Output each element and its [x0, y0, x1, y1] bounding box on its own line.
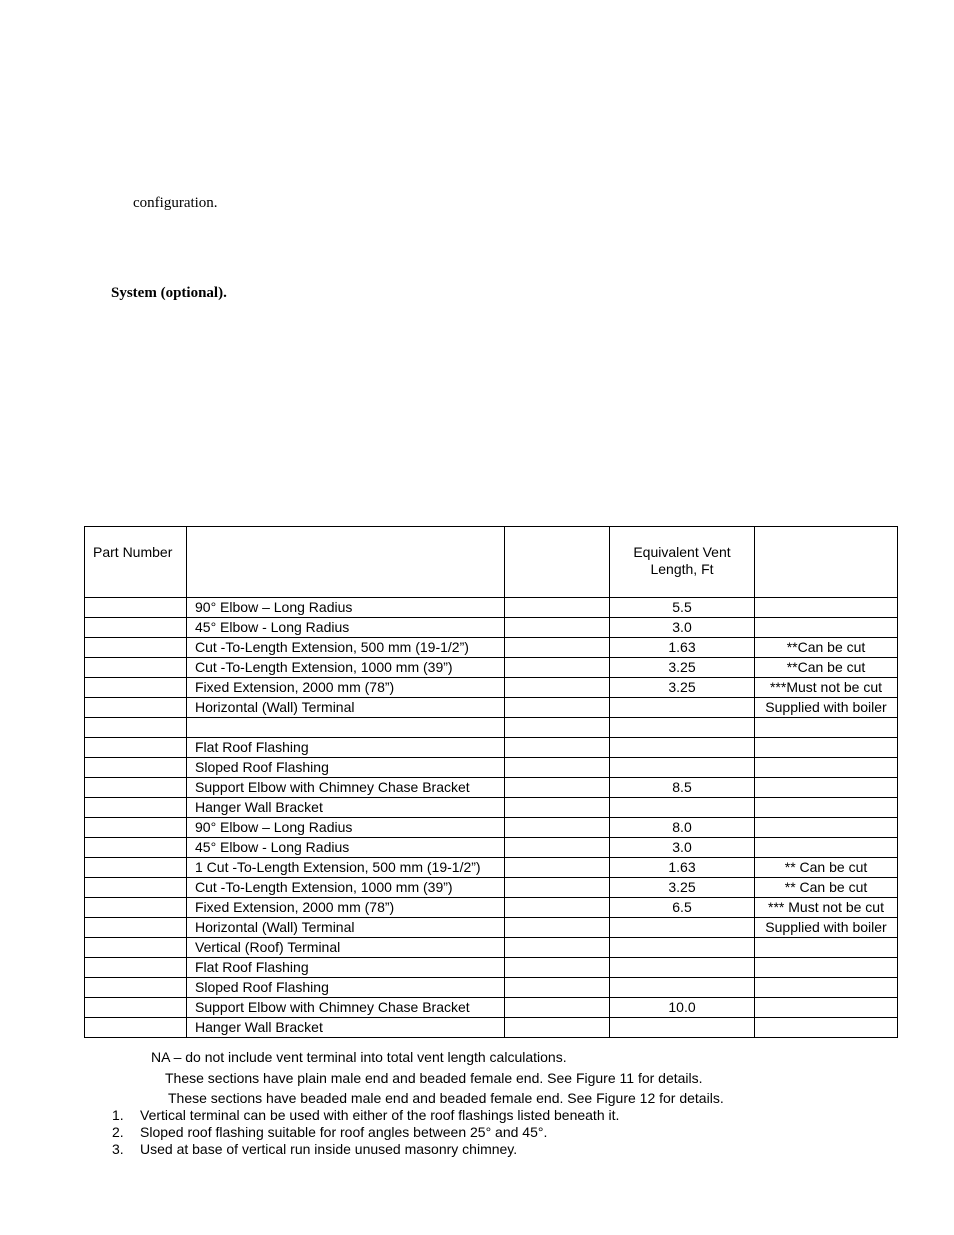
description-cell: Cut -To-Length Extension, 1000 mm (39”): [187, 878, 505, 898]
table-row: [85, 838, 898, 858]
note-cell: [755, 838, 898, 858]
vent-length-cell: [610, 918, 755, 938]
note-cell: [755, 598, 898, 618]
table-row: [85, 658, 898, 678]
description-cell: Hanger Wall Bracket: [187, 1018, 505, 1038]
part-number-cell: [85, 838, 187, 858]
blank-cell: [505, 918, 610, 938]
vent-length-cell: 3.0: [610, 838, 755, 858]
blank-header: [505, 527, 610, 598]
note-beaded-ends: These sections have beaded male end and beaded female end. See Figure 12 for details.: [168, 1090, 724, 1106]
note-cell: [755, 938, 898, 958]
note-cell: [755, 718, 898, 738]
part-number-cell: [85, 878, 187, 898]
description-cell: Fixed Extension, 2000 mm (78”): [187, 898, 505, 918]
vent-length-cell: [610, 738, 755, 758]
table-row: [85, 918, 898, 938]
table-row: [85, 798, 898, 818]
numbered-note: [112, 1141, 517, 1157]
vent-length-cell: 3.25: [610, 678, 755, 698]
blank-cell: [505, 778, 610, 798]
note-text: Sloped roof flashing suitable for roof angles between 25° and 45°.: [140, 1124, 548, 1140]
description-cell: Horizontal (Wall) Terminal: [187, 918, 505, 938]
vent-length-cell: [610, 698, 755, 718]
note-cell: ***Must not be cut: [755, 678, 898, 698]
part-number-cell: [85, 778, 187, 798]
part-number-cell: [85, 978, 187, 998]
part-number-cell: [85, 958, 187, 978]
part-number-cell: [85, 918, 187, 938]
table-row: [85, 758, 898, 778]
blank-cell: [505, 998, 610, 1018]
blank-cell: [505, 598, 610, 618]
blank-cell: [505, 618, 610, 638]
part-number-cell: [85, 858, 187, 878]
table-row: [85, 1018, 898, 1038]
description-cell: 45° Elbow - Long Radius: [187, 838, 505, 858]
blank-cell: [505, 878, 610, 898]
note-number: 3.: [112, 1141, 124, 1157]
vent-length-cell: 5.5: [610, 598, 755, 618]
note-plain-ends: These sections have plain male end and beaded female end. See Figure 11 for details.: [165, 1070, 703, 1086]
vent-length-cell: 6.5: [610, 898, 755, 918]
table-row: [85, 978, 898, 998]
part-number-cell: [85, 698, 187, 718]
description-cell: 1 Cut -To-Length Extension, 500 mm (19-1/2”): [187, 858, 505, 878]
note-cell: Supplied with boiler: [755, 918, 898, 938]
blank-cell: [505, 938, 610, 958]
blank-cell: [505, 898, 610, 918]
description-cell: Horizontal (Wall) Terminal: [187, 698, 505, 718]
blank-cell: [505, 638, 610, 658]
blank-cell: [505, 958, 610, 978]
part-number-cell: [85, 678, 187, 698]
blank-cell: [505, 678, 610, 698]
note-cell: [755, 778, 898, 798]
blank-cell: [505, 858, 610, 878]
table-row: [85, 998, 898, 1018]
part-number-cell: [85, 938, 187, 958]
note-number: 2.: [112, 1124, 124, 1140]
part-number-cell: [85, 798, 187, 818]
table-row: [85, 698, 898, 718]
table-row: [85, 598, 898, 618]
note-cell: **Can be cut: [755, 658, 898, 678]
description-cell: 45° Elbow - Long Radius: [187, 618, 505, 638]
note-cell: [755, 758, 898, 778]
numbered-note: [112, 1124, 547, 1140]
description-cell: 90° Elbow – Long Radius: [187, 818, 505, 838]
description-cell: Hanger Wall Bracket: [187, 798, 505, 818]
table-row: [85, 818, 898, 838]
table-header-row: [85, 527, 898, 598]
part-number-cell: [85, 638, 187, 658]
vent-length-cell: [610, 1018, 755, 1038]
note-na: NA – do not include vent terminal into total vent length calculations.: [151, 1049, 567, 1065]
part-number-cell: [85, 1018, 187, 1038]
part-number-cell: [85, 898, 187, 918]
table-row: [85, 938, 898, 958]
notes-header: [755, 527, 898, 598]
blank-cell: [505, 718, 610, 738]
table-row: [85, 718, 898, 738]
note-cell: ** Can be cut: [755, 858, 898, 878]
equivalent-vent-length-header: Equivalent Vent Length, Ft: [610, 527, 755, 598]
note-cell: [755, 798, 898, 818]
part-number-cell: [85, 758, 187, 778]
description-cell: Support Elbow with Chimney Chase Bracket: [187, 778, 505, 798]
description-cell: Fixed Extension, 2000 mm (78”): [187, 678, 505, 698]
blank-cell: [505, 658, 610, 678]
blank-cell: [505, 838, 610, 858]
note-cell: [755, 978, 898, 998]
vent-length-cell: [610, 798, 755, 818]
vent-length-cell: 3.25: [610, 878, 755, 898]
note-text: Used at base of vertical run inside unused masonry chimney.: [140, 1141, 518, 1157]
table-row: [85, 858, 898, 878]
table-row: [85, 638, 898, 658]
description-cell: Cut -To-Length Extension, 1000 mm (39”): [187, 658, 505, 678]
table-row: [85, 738, 898, 758]
part-number-cell: [85, 818, 187, 838]
vent-length-cell: [610, 938, 755, 958]
description-cell: Flat Roof Flashing: [187, 958, 505, 978]
description-cell: Vertical (Roof) Terminal: [187, 938, 505, 958]
table-row: [85, 958, 898, 978]
vent-length-cell: 8.0: [610, 818, 755, 838]
blank-cell: [505, 1018, 610, 1038]
note-cell: [755, 738, 898, 758]
blank-cell: [505, 698, 610, 718]
description-cell: 90° Elbow – Long Radius: [187, 598, 505, 618]
description-header: [187, 527, 505, 598]
note-cell: ** Can be cut: [755, 878, 898, 898]
part-number-cell: [85, 618, 187, 638]
vent-length-cell: 3.25: [610, 658, 755, 678]
description-cell: Sloped Roof Flashing: [187, 978, 505, 998]
blank-cell: [505, 798, 610, 818]
table-row: [85, 898, 898, 918]
description-cell: Cut -To-Length Extension, 500 mm (19-1/2”): [187, 638, 505, 658]
table-row: [85, 618, 898, 638]
vent-length-cell: 8.5: [610, 778, 755, 798]
numbered-note: [112, 1107, 619, 1123]
vent-parts-table: [84, 526, 898, 1038]
note-cell: **Can be cut: [755, 638, 898, 658]
part-number-cell: [85, 598, 187, 618]
part-number-cell: [85, 738, 187, 758]
part-number-cell: [85, 998, 187, 1018]
vent-length-cell: 3.0: [610, 618, 755, 638]
description-cell: Support Elbow with Chimney Chase Bracket: [187, 998, 505, 1018]
blank-cell: [505, 978, 610, 998]
blank-cell: [505, 738, 610, 758]
blank-cell: [505, 818, 610, 838]
configuration-text: configuration.: [133, 195, 218, 211]
note-number: 1.: [112, 1107, 124, 1123]
note-cell: Supplied with boiler: [755, 698, 898, 718]
part-number-cell: [85, 658, 187, 678]
table-row: [85, 678, 898, 698]
vent-length-cell: [610, 978, 755, 998]
vent-length-cell: [610, 958, 755, 978]
note-cell: [755, 1018, 898, 1038]
note-cell: [755, 958, 898, 978]
note-cell: [755, 998, 898, 1018]
note-text: Vertical terminal can be used with either of the roof flashings listed beneath it.: [140, 1107, 620, 1123]
vent-length-cell: [610, 718, 755, 738]
vent-length-cell: 1.63: [610, 858, 755, 878]
note-cell: *** Must not be cut: [755, 898, 898, 918]
vent-length-cell: 1.63: [610, 638, 755, 658]
part-number-cell: [85, 718, 187, 738]
description-cell: [187, 718, 505, 738]
blank-cell: [505, 758, 610, 778]
note-cell: [755, 818, 898, 838]
vent-length-cell: [610, 758, 755, 778]
description-cell: Flat Roof Flashing: [187, 738, 505, 758]
table-row: [85, 878, 898, 898]
note-cell: [755, 618, 898, 638]
system-optional-heading: System (optional).: [111, 285, 227, 301]
vent-length-cell: 10.0: [610, 998, 755, 1018]
part-number-header: Part Number: [85, 527, 187, 598]
description-cell: Sloped Roof Flashing: [187, 758, 505, 778]
table-row: [85, 778, 898, 798]
